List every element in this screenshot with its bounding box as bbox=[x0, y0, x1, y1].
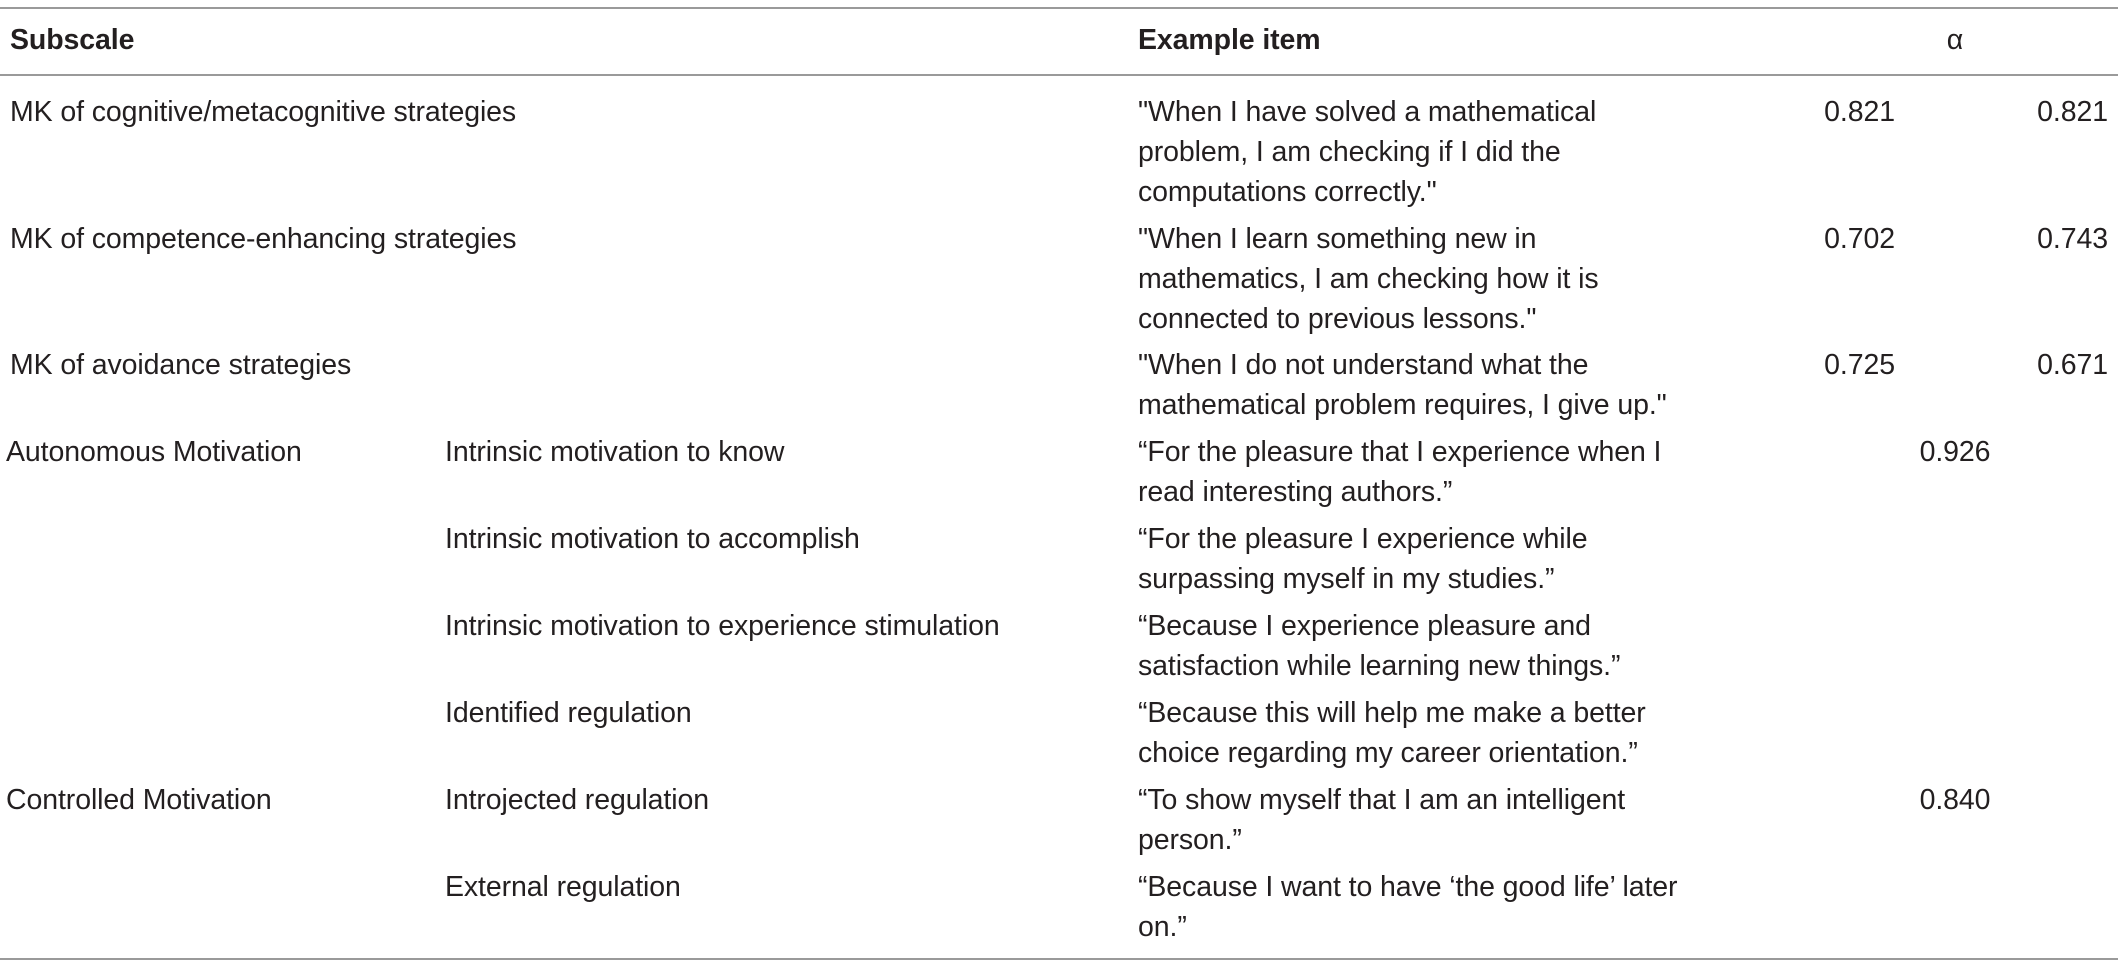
example-line: “Because I experience pleasure and bbox=[1138, 610, 1591, 642]
header-rule bbox=[0, 74, 2118, 76]
table-bottom-rule bbox=[0, 958, 2118, 960]
header-example-item: Example item bbox=[1138, 24, 1321, 56]
example-line: surpassing myself in my studies.” bbox=[1138, 563, 1555, 595]
example-line: on.” bbox=[1138, 911, 1187, 943]
subscale-cell: MK of avoidance strategies bbox=[10, 349, 352, 381]
example-line: person.” bbox=[1138, 824, 1242, 856]
example-line: satisfaction while learning new things.” bbox=[1138, 650, 1621, 682]
subscale-cell: Controlled Motivation bbox=[6, 784, 272, 816]
header-subscale: Subscale bbox=[10, 24, 135, 56]
facet-cell: Intrinsic motivation to accomplish bbox=[445, 523, 860, 555]
value-2-cell: 0.743 bbox=[2037, 223, 2108, 255]
value-2-cell: 0.821 bbox=[2037, 96, 2108, 128]
facet-cell: Identified regulation bbox=[445, 697, 692, 729]
example-line: “For the pleasure I experience while bbox=[1138, 523, 1588, 555]
value-1-cell: 0.702 bbox=[1824, 223, 1895, 255]
facet-cell: Introjected regulation bbox=[445, 784, 709, 816]
example-line: connected to previous lessons." bbox=[1138, 303, 1537, 335]
facet-cell: Intrinsic motivation to experience stimulation bbox=[445, 610, 1000, 642]
example-line: “Because I want to have ‘the good life’ later bbox=[1138, 871, 1678, 903]
subscale-cell: MK of competence-enhancing strategies bbox=[10, 223, 517, 255]
example-line: "When I have solved a mathematical bbox=[1138, 96, 1597, 128]
subscale-cell: Autonomous Motivation bbox=[6, 436, 302, 468]
alpha-cell: 0.840 bbox=[1919, 784, 1991, 816]
example-line: read interesting authors.” bbox=[1138, 476, 1453, 508]
example-line: "When I do not understand what the bbox=[1138, 349, 1589, 381]
facet-cell: Intrinsic motivation to know bbox=[445, 436, 785, 468]
example-line: “To show myself that I am an intelligent bbox=[1138, 784, 1626, 816]
example-line: computations correctly." bbox=[1138, 176, 1437, 208]
facet-cell: External regulation bbox=[445, 871, 681, 903]
example-line: “Because this will help me make a better bbox=[1138, 697, 1646, 729]
example-line: “For the pleasure that I experience when I bbox=[1138, 436, 1662, 468]
value-2-cell: 0.671 bbox=[2037, 349, 2108, 381]
example-line: mathematical problem requires, I give up." bbox=[1138, 389, 1667, 421]
header-alpha: α bbox=[1946, 24, 1964, 56]
example-line: "When I learn something new in bbox=[1138, 223, 1537, 255]
value-1-cell: 0.821 bbox=[1824, 96, 1895, 128]
example-line: problem, I am checking if I did the bbox=[1138, 136, 1561, 168]
table-top-rule bbox=[0, 7, 2118, 9]
alpha-cell: 0.926 bbox=[1919, 436, 1991, 468]
example-line: choice regarding my career orientation.” bbox=[1138, 737, 1638, 769]
value-1-cell: 0.725 bbox=[1824, 349, 1895, 381]
subscale-cell: MK of cognitive/metacognitive strategies bbox=[10, 96, 517, 128]
example-line: mathematics, I am checking how it is bbox=[1138, 263, 1599, 295]
